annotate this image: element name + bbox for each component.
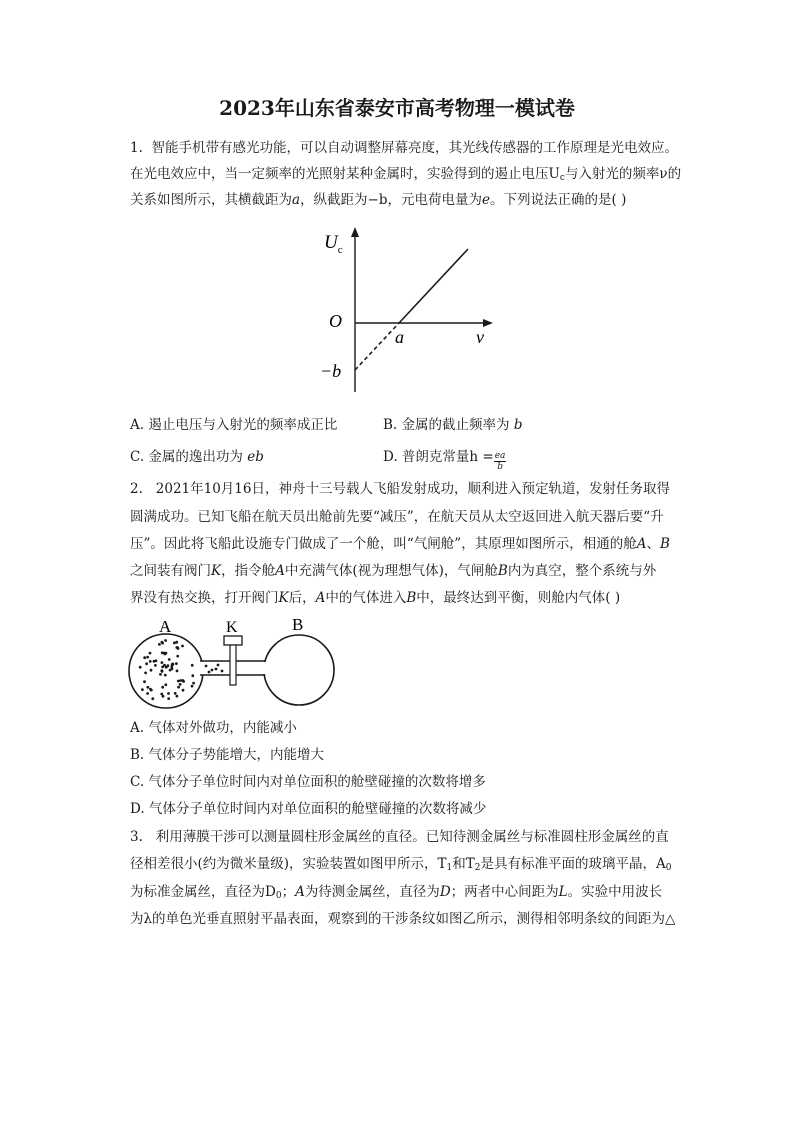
gas-dot (177, 680, 180, 683)
gas-dot (208, 671, 211, 674)
q2-option-d: D. 气体分子单位时间内对单位面积的舱壁碰撞的次数将减少 (130, 801, 487, 817)
q3-line-4: 为λ的单色光垂直照射平晶表面，观察到的干涉条纹如图乙所示，测得相邻明条纹的间距为△ (130, 911, 676, 927)
gas-dot (149, 652, 152, 655)
gas-dot (153, 660, 156, 663)
graph-solid-line (399, 249, 468, 323)
gas-dot (146, 686, 149, 689)
chamber-a (129, 634, 203, 708)
gas-dot (215, 668, 218, 671)
x-intercept-label: a (395, 327, 404, 347)
q1-option-c: C. 金属的逸出功为 eb (130, 449, 264, 465)
gas-dot (171, 663, 174, 666)
gas-dot (167, 692, 170, 695)
gas-dot (162, 695, 165, 698)
q1-option-a: A. 遏止电压与入射光的频率成正比 (130, 417, 338, 433)
gas-dot (179, 679, 182, 682)
q1-option-b: B. 金属的截止频率为 b (383, 417, 523, 433)
q3-line-1: 3. 利用薄膜干涉可以测量圆柱形金属丝的直径。已知待测金属丝与标准圆柱形金属丝的直 (130, 829, 669, 845)
gas-dot (192, 682, 195, 685)
gas-dot (149, 688, 152, 691)
gas-dot (146, 656, 149, 659)
gas-dot (181, 645, 184, 648)
gas-dot (145, 662, 148, 665)
q1-uc-vs-frequency-graph (310, 222, 500, 397)
chamber-b (264, 635, 334, 705)
gas-dot (146, 692, 149, 695)
y-axis-arrow (351, 227, 359, 237)
q3-line-2: 径相差很小(约为微米量级)，实验装置如图甲所示，$T_1$和$T_2$是具有标准平面的玻璃平晶，$A_0$ (130, 856, 672, 873)
label-chamber-a: A (159, 617, 172, 636)
gas-dot (161, 661, 164, 664)
q1-line-2: 在光电效应中，当一定频率的光照射某种金属时，实验得到的遏止电压$U_c$与入射光的频率ν的 (130, 166, 682, 183)
q2-airlock-diagram (126, 614, 341, 714)
q2-option-c: C. 气体分子单位时间内对单位面积的舱壁碰撞的次数将增多 (130, 774, 486, 790)
gas-dot (191, 664, 194, 667)
graph-dashed-extension (355, 323, 399, 370)
gas-dot (144, 672, 147, 675)
x-axis-label: ν (476, 327, 484, 347)
gas-dot (151, 697, 154, 700)
gas-dot (158, 643, 161, 646)
gas-dot (176, 655, 179, 658)
gas-dot (182, 689, 185, 692)
gas-dot (173, 642, 176, 645)
gas-dot (191, 685, 194, 688)
gas-dot (191, 674, 194, 677)
gas-dot (175, 662, 178, 665)
gas-dot (164, 639, 167, 642)
q2-line-3: 压”。因此将飞船此设施专门做成了一个舱，叫“气闸舱”，其原理如图所示，相通的舱A、B (130, 536, 670, 552)
gas-dot (160, 669, 163, 672)
gas-dot (161, 641, 164, 644)
gas-dot (143, 680, 146, 683)
gas-dot (211, 669, 214, 672)
gas-dot (176, 695, 179, 698)
q2-line-5: 界没有热交换，打开阀门K后，A中的气体进入B中，最终达到平衡，则舱内气体( ) (130, 590, 621, 606)
gas-dot (164, 683, 167, 686)
gas-dot (168, 658, 171, 661)
gas-dot (221, 670, 224, 673)
gas-dot (149, 660, 152, 663)
gas-dot (164, 674, 167, 677)
q2-line-2: 圆满成功。已知飞船在航天员出舱前先要“减压”，在航天员从太空返回进入航天器后要“升 (130, 509, 664, 525)
label-chamber-b: B (292, 615, 304, 634)
gas-dot (150, 669, 153, 672)
q2-line-1: 2. 2021年10月16日，神舟十三号载人飞船发射成功，顺利进入预定轨道，发射任务取得 (130, 481, 670, 497)
page-title: 2023年山东省泰安市高考物理一模试卷 (219, 96, 575, 120)
q1-option-d: D. 普朗克常量h = $\frac{ea}{b}$ (383, 449, 506, 472)
gas-dot (177, 647, 180, 650)
gas-dot (217, 664, 220, 667)
gas-dot (143, 656, 146, 659)
gas-dot (159, 673, 162, 676)
q2-option-a: A. 气体对外做功，内能减小 (130, 720, 297, 736)
q2-number: 2. (130, 481, 143, 497)
gas-dot (161, 686, 164, 689)
gas-dot (205, 665, 208, 668)
y-intercept-label: −b (320, 361, 342, 381)
q1-number: 1. (130, 140, 143, 156)
y-axis-label: $U_c$ (324, 232, 343, 256)
gas-dot (154, 664, 157, 667)
gas-dot (179, 683, 182, 686)
q2-option-b: B. 气体分子势能增大，内能增大 (130, 747, 325, 763)
x-axis-arrow (483, 319, 493, 327)
q3-number: 3. (130, 829, 143, 845)
gas-dot (174, 692, 177, 695)
valve-k-handle (224, 636, 242, 645)
q1-line-3: 关系如图所示，其横截距为a，纵截距为−b，元电荷电量为e。下列说法正确的是( ) (130, 192, 627, 208)
gas-dot (167, 697, 170, 700)
label-valve-k: K (226, 619, 238, 636)
gas-dot (176, 670, 179, 673)
gas-dot (139, 666, 142, 669)
gas-dot (177, 686, 180, 689)
valve-k-stem (230, 645, 236, 685)
planck-fraction: $\frac{ea}{b}$ (494, 451, 506, 472)
q3-line-3: 为标准金属丝，直径为$D_0$；A为待测金属丝，直径为D；两者中心间距为L。实验中用波长 (130, 884, 663, 901)
gas-dot (141, 688, 144, 691)
gas-dot (164, 653, 167, 656)
gas-dot (165, 666, 168, 669)
q2-line-4: 之间装有阀门K，指令舱A中充满气体(视为理想气体)，气闸舱B内为真空，整个系统与外 (130, 563, 657, 579)
gas-dot (171, 668, 174, 671)
origin-label: O (329, 311, 342, 331)
q1-line-1: 1. 智能手机带有感光功能，可以自动调整屏幕亮度，其光线传感器的工作原理是光电效应。 (130, 140, 678, 156)
